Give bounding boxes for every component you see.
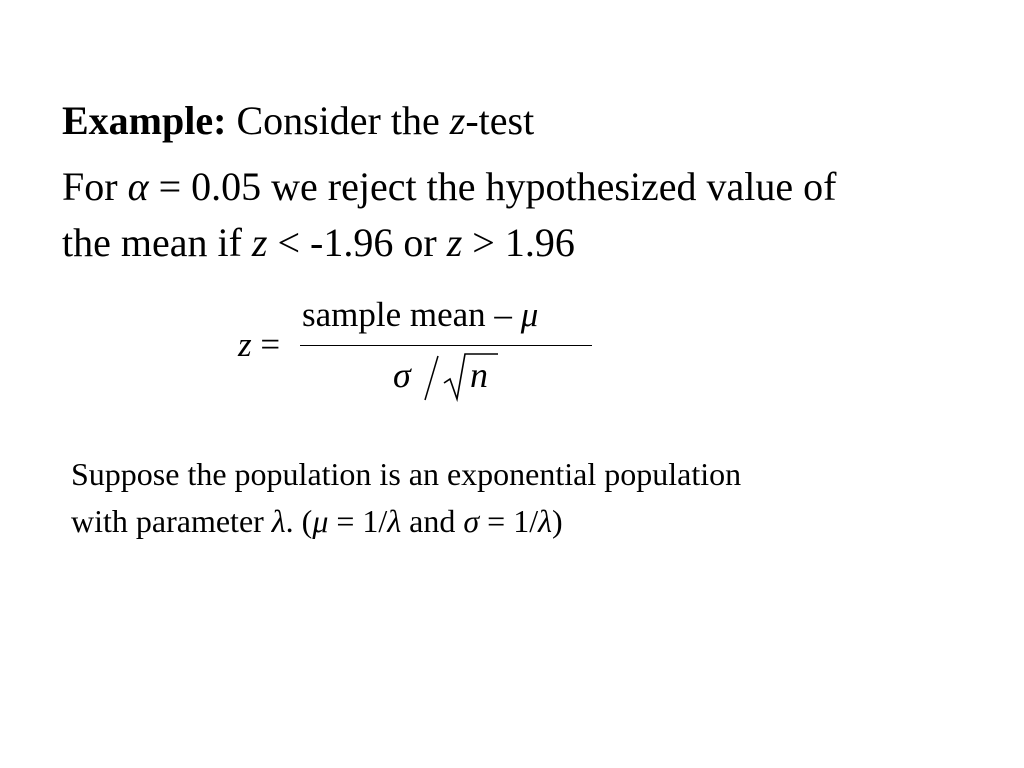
note-text-open-paren: . ( [285,503,313,539]
slide-heading [62,98,535,143]
numerator-mu-symbol: μ [520,295,539,334]
z-variable: z [446,220,463,265]
note-text-equals-1-over: = 1/ [328,503,388,539]
population-note-line-1: Suppose the population is an exponential population [71,456,742,492]
formula-z-variable: z [238,325,252,364]
para-text-mean-if: the mean if [62,220,252,265]
formula-numerator [302,297,538,332]
sigma-symbol: σ [463,503,480,539]
rejection-rule-line-2 [62,220,575,265]
heading-text: Consider the [226,98,450,143]
note-text-equals-1-over: = 1/ [479,503,539,539]
fraction-bar [300,345,592,346]
para-text-upper-bound: > 1.96 [462,220,575,265]
alpha-symbol: α [127,164,149,209]
para-text-alpha-value: = 0.05 we reject the hypothesized value of [148,164,837,209]
lambda-symbol: λ [538,503,552,539]
heading-z-variable: z [449,98,466,143]
rejection-rule-line-1 [62,164,837,209]
z-variable: z [251,220,268,265]
para-text-for: For [62,164,128,209]
note-text-with-parameter: with parameter [71,503,272,539]
formula-lhs [238,327,280,362]
numerator-text: sample mean – [302,295,521,334]
formula-denominator [390,350,502,406]
heading-test-suffix: -test [465,98,535,143]
denominator-sigma-symbol: σ [393,355,411,395]
lambda-symbol: λ [271,503,286,539]
note-text-and: and [401,503,464,539]
heading-example-label: Example: [62,98,227,143]
lambda-symbol: λ [387,503,402,539]
para-text-lower-bound: < -1.96 or [267,220,447,265]
note-text-close-paren: ) [551,503,563,539]
mu-symbol: μ [312,503,329,539]
population-note-line-2 [71,505,563,537]
formula-equals: = [251,325,281,364]
division-slash [425,356,438,400]
denominator-n: n [470,355,488,395]
